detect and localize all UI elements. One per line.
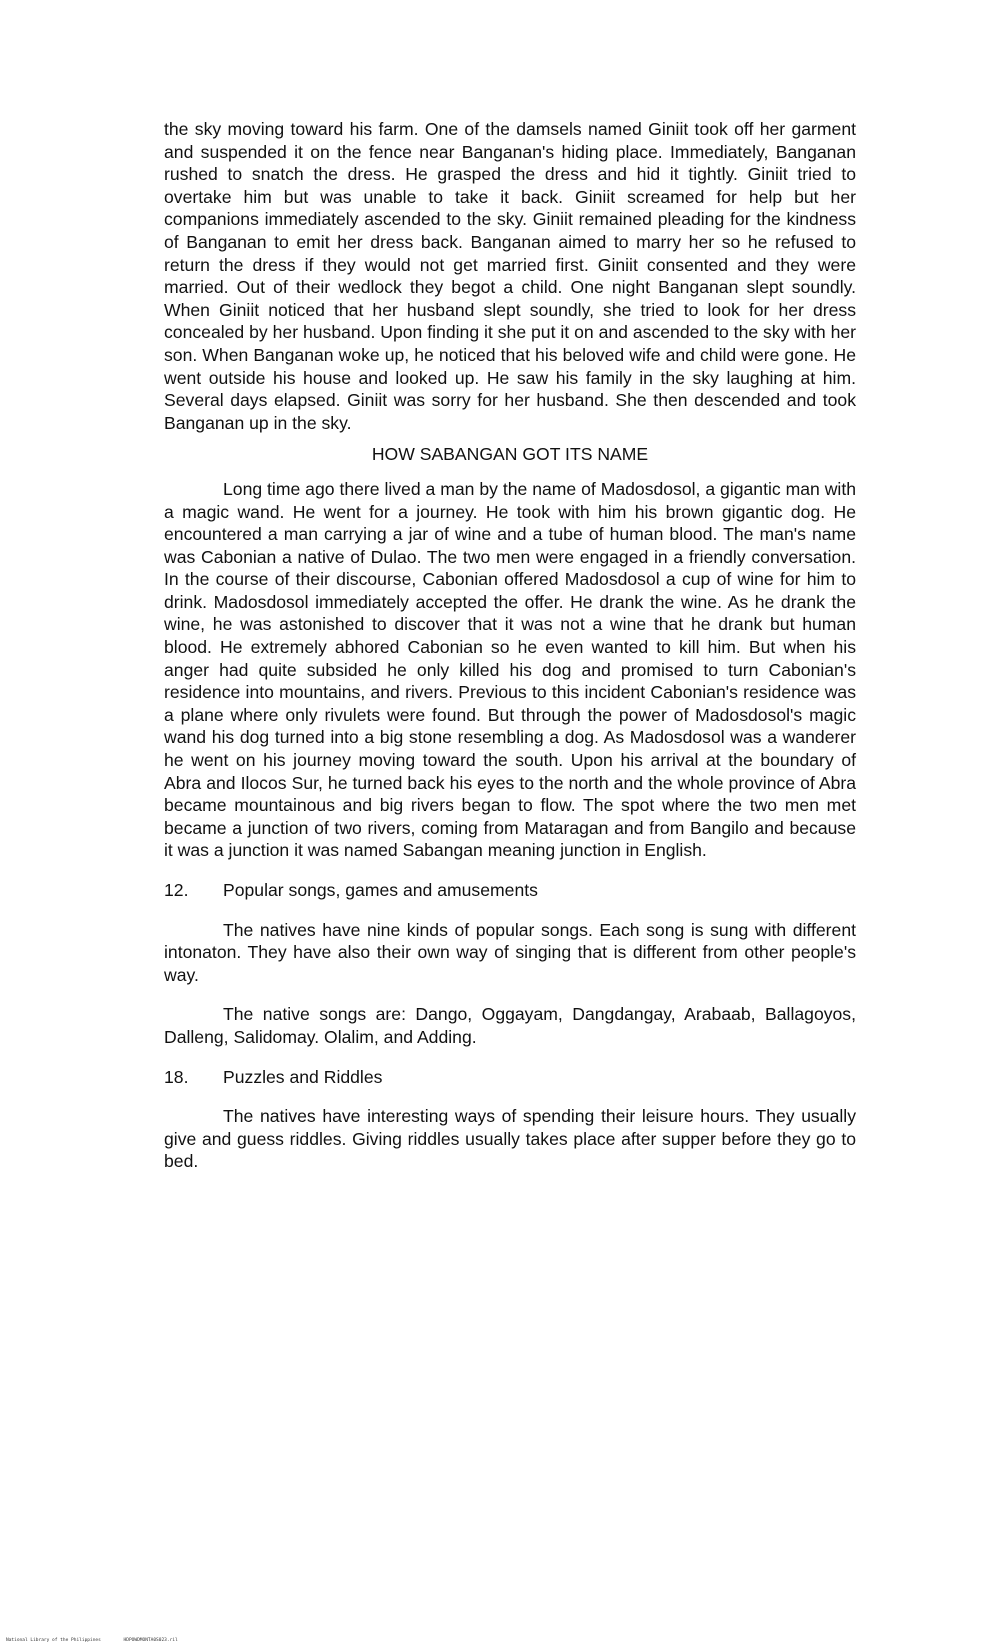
paragraph-native-songs: The native songs are: Dango, Oggayam, Dangdangay, Arabaab, Ballagoyos, Dalleng, Salidomay. Olalim, and Adding. <box>164 1004 856 1047</box>
paragraph-riddles: The natives have interesting ways of spending their leisure hours. They usually give and guess riddles. Giving riddles usually takes place after supper before they go to bed. <box>164 1106 856 1172</box>
footer-library: National Library of the Philippines <box>6 1638 101 1643</box>
scan-footer <box>6 1638 178 1644</box>
section-title: Puzzles and Riddles <box>223 1066 383 1087</box>
section-12-heading <box>164 879 856 902</box>
paragraph-popular-songs: The natives have nine kinds of popular songs. Each song is sung with different intonaton. They have also their own way of singing that is different from other people's way. <box>164 919 856 985</box>
section-number: 12. <box>164 880 189 900</box>
footer-reference: HDPOWDMONTA0S023.ril <box>123 1638 178 1643</box>
section-18-heading <box>164 1066 856 1089</box>
section-number: 18. <box>164 1066 189 1087</box>
paragraph-banganan-story-end: the sky moving toward his farm. One of the damsels named Giniit took off her garment and suspended it on the fence near Banganan's hiding place. Immediately, Banganan rushed to snatch the dress. He grasped the dress and hid it tightly. Giniit tried to overtake him but was unable to take it back. Giniit screamed for help but her companions immediately ascended to the sky. Giniit remained pleading for the kindness of Banganan to emit her dress back. Banganan aimed to marry her so he refused to return the dress if they would not get married first. Giniit consented and they were married. Out of their wedlock they begot a child. One night Banganan slept soundly. When Giniit noticed that her husband slept soundly, she tried to look for her dress concealed by her husband. Upon finding it she put it on and ascended to the sky with her son. When Banganan woke up, he noticed that his beloved wife and child were gone. He went outside his house and looked up. He saw his family in the sky laughing at him. Several days elapsed. Giniit was sorry for her husband. She then descended and took Banganan up in the sky. <box>164 119 856 433</box>
paragraph-sabangan-legend: Long time ago there lived a man by the name of Madosdosol, a gigantic man with a magic wand. He went for a journey. He took with him his brown gigantic dog. He encountered a man carrying a jar of wine and a tube of human blood. The man's name was Cabonian a native of Dulao. The two men were engaged in a friendly conversation. In the course of their discourse, Cabonian offered Madosdosol a cup of wine for him to drink. Madosdosol immediately accepted the offer. He drank the wine. As he drank the wine, he was astonished to discover that it was not a wine that he drank but human blood. He extremely abhored Cabonian so he even wanted to kill him. But when his anger had quite subsided he only killed his dog and promised to turn Cabonian's residence into mountains, and rivers. Previous to this incident Cabonian's residence was a plane where only rivulets were found. But through the power of Madosdosol's magic wand his dog turned into a big stone resembling a dog. As Madosdosol was a wanderer he went on his journey moving toward the south. Upon his arrival at the boundary of Abra and Ilocos Sur, he turned back his eyes to the north and the whole province of Abra became mountainous and big rivers began to flow. The spot where the two men met became a junction of two rivers, coming from Mataragan and from Bangilo and because it was a junction it was named Sabangan meaning junction in English. <box>164 478 856 861</box>
section-heading: HOW SABANGAN GOT ITS NAME <box>371 444 649 465</box>
section-title: Popular songs, games and amusements <box>223 880 538 900</box>
body-text <box>164 118 856 1173</box>
